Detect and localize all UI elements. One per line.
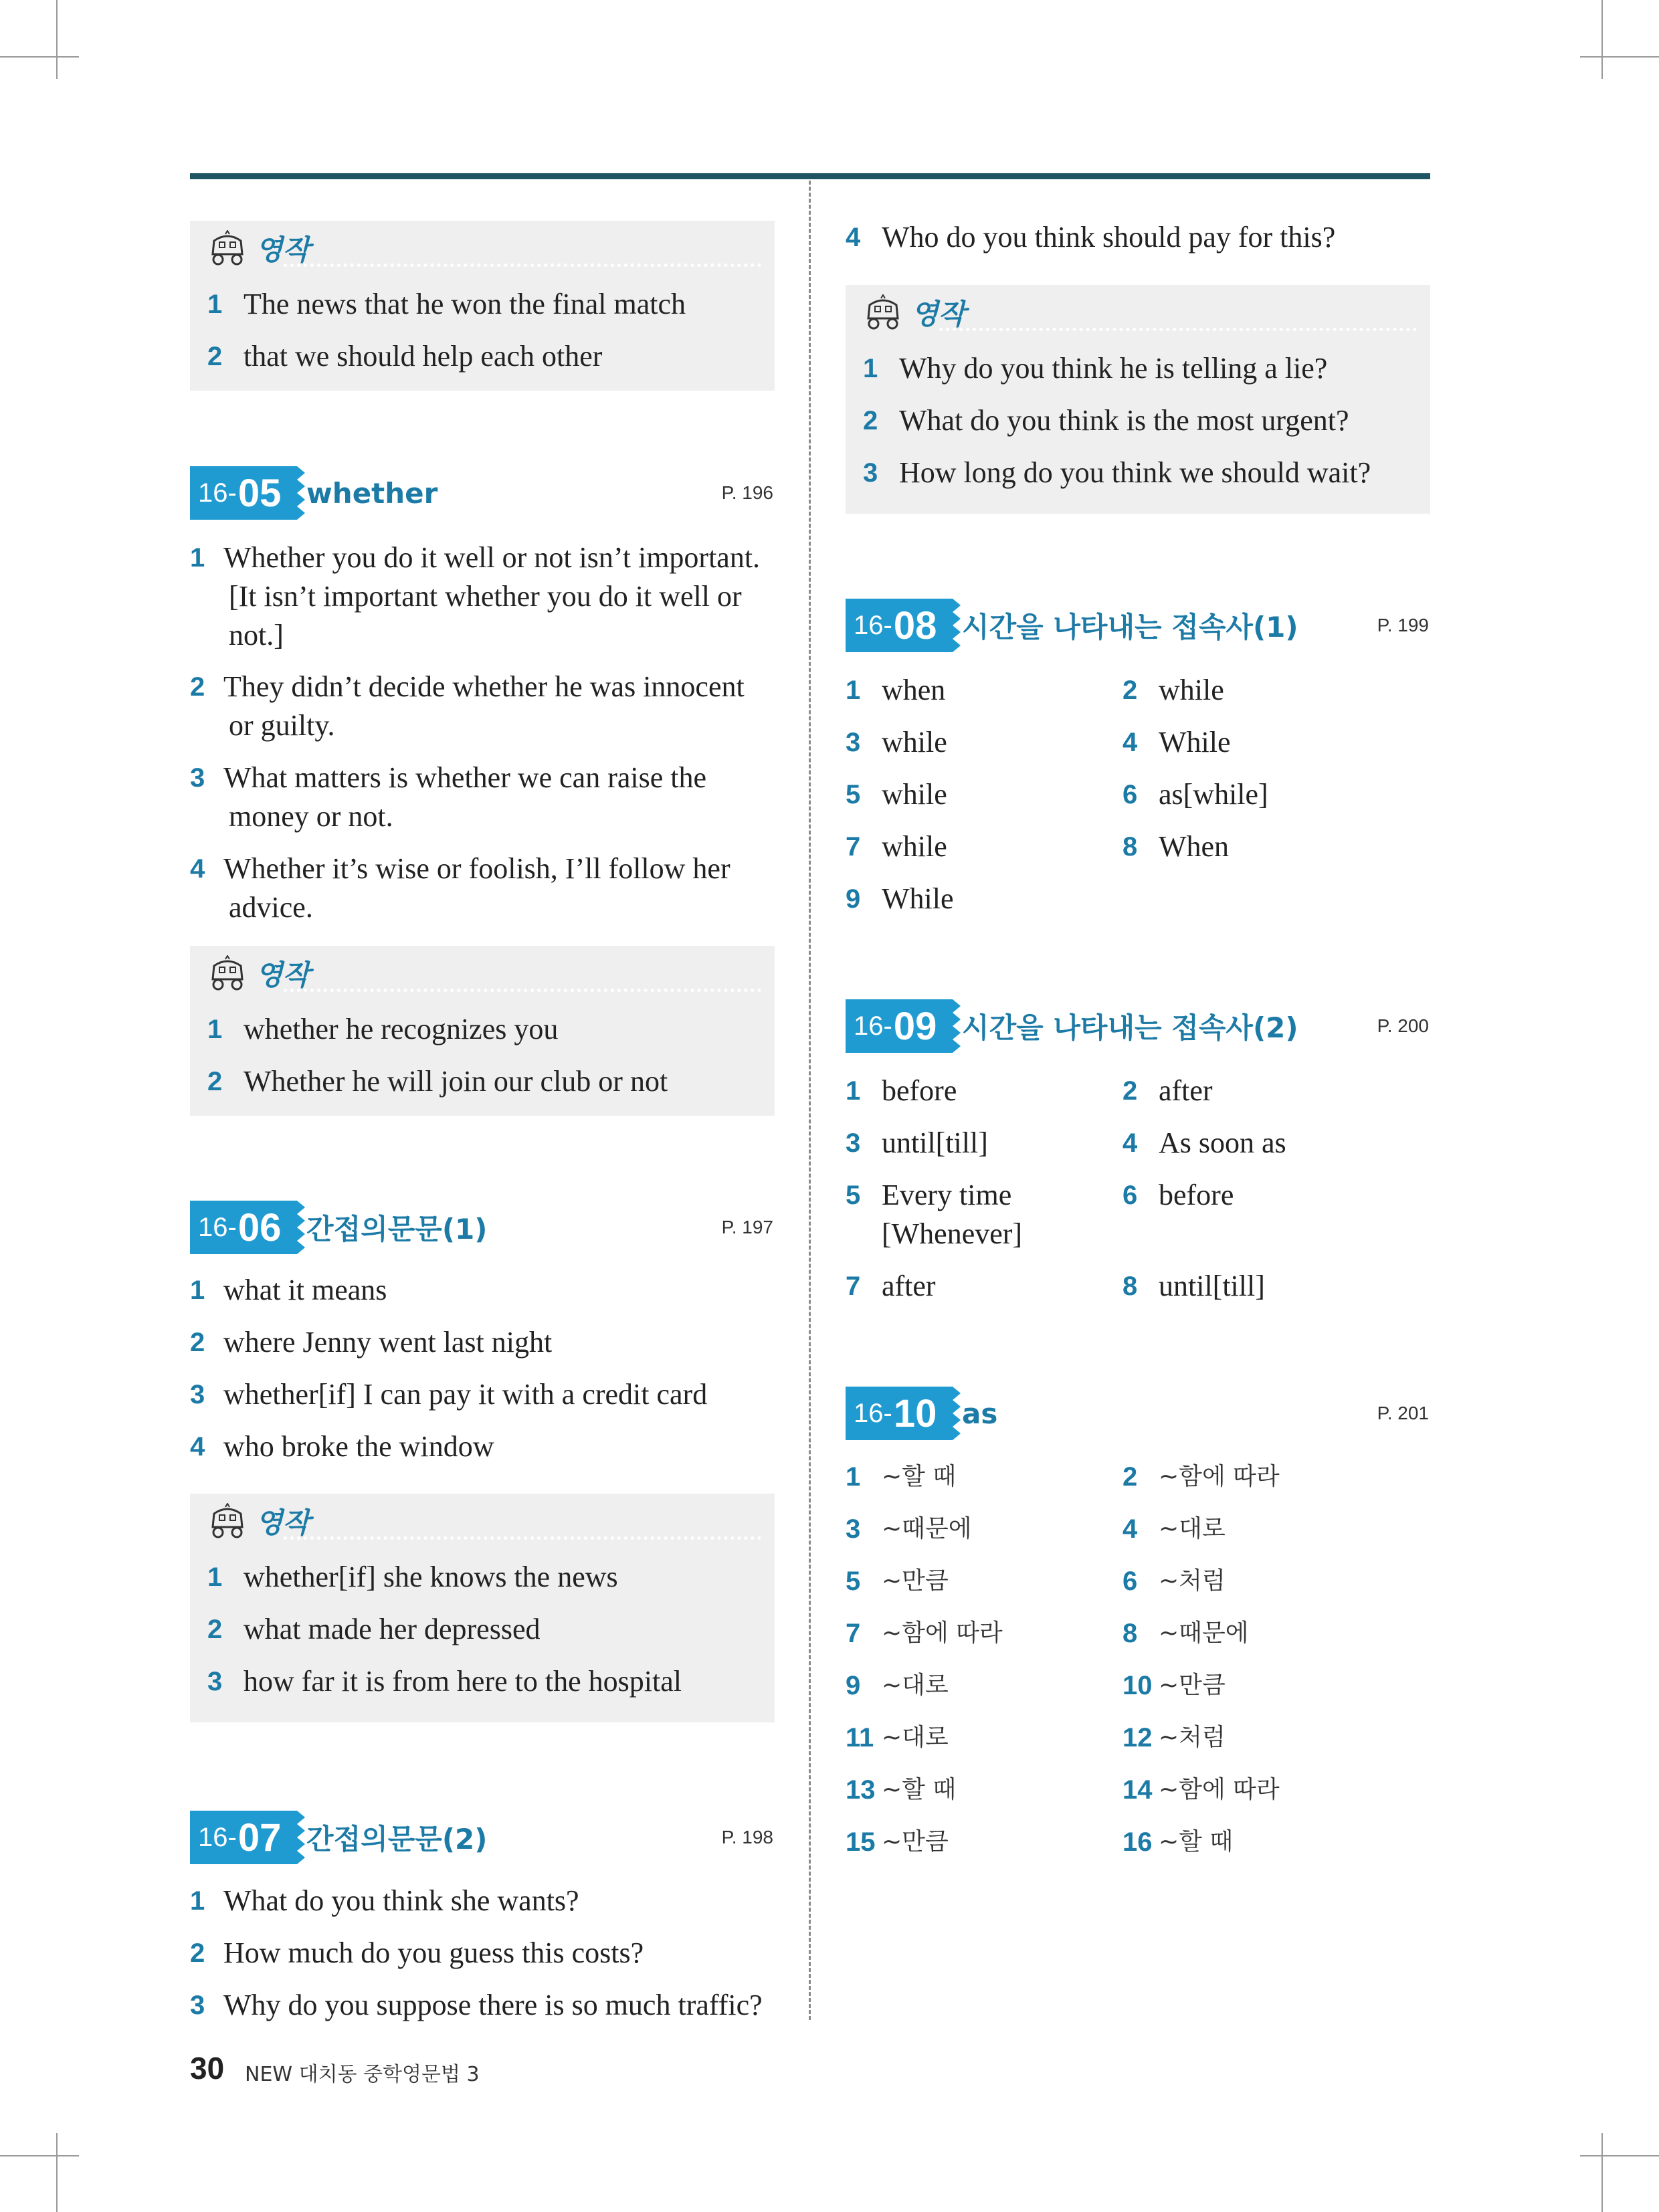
- page-ref: P. 201: [1377, 1403, 1429, 1423]
- section-title: as: [962, 1397, 998, 1430]
- list-item: 3 how far it is from here to the hospital: [207, 1665, 682, 1698]
- section-header: [190, 466, 775, 520]
- carriage-icon: [207, 1503, 248, 1539]
- list-item: 2 while: [1123, 674, 1224, 706]
- section-header: [846, 999, 1430, 1053]
- list-item: 1 whether he recognizes you: [207, 1013, 559, 1045]
- composition-box: [846, 285, 1430, 514]
- list-item: 9 ~대로: [846, 1671, 949, 1700]
- list-item: 7 ~함에 따라: [846, 1619, 1003, 1648]
- column-divider: [809, 181, 811, 2020]
- list-item: 8 until[till]: [1123, 1270, 1265, 1302]
- page-ref: P. 196: [721, 482, 773, 503]
- dotted-rule: [284, 264, 761, 267]
- list-item: 3 whether[if] I can pay it with a credit card: [190, 1378, 708, 1411]
- list-item: 4 Whether it’s wise or foolish, I’ll follow her advice.: [190, 852, 730, 924]
- list-item: 14 ~함에 따라: [1123, 1775, 1280, 1805]
- list-item: 6 before: [1123, 1179, 1234, 1211]
- list-item: 2 what made her depressed: [207, 1613, 541, 1645]
- tag-zigzag: [297, 466, 306, 520]
- book-title: NEW 대치동 중학영문법 3: [245, 2063, 480, 2086]
- section-tag: 16- 08: [846, 599, 953, 652]
- section-header: [190, 1811, 775, 1864]
- section-title: whether: [306, 476, 438, 510]
- carriage-icon: [207, 230, 248, 266]
- tag-zigzag: [953, 1387, 962, 1440]
- section-title: 시간을 나타내는 접속사(2): [962, 1011, 1298, 1044]
- list-item: 11 ~대로: [846, 1723, 949, 1752]
- list-item: 3 until[till]: [846, 1126, 988, 1159]
- list-item: 2 How much do you guess this costs?: [190, 1936, 644, 1969]
- page-ref: P. 197: [721, 1217, 773, 1237]
- list-item: 3 Why do you suppose there is so much traffic?: [190, 1989, 763, 2021]
- list-item: 6 as[while]: [1123, 778, 1268, 811]
- crop-mark: [1580, 56, 1659, 58]
- page-number: 30: [190, 2051, 225, 2086]
- crop-mark: [0, 56, 79, 58]
- list-item: 2 Whether he will join our club or not: [207, 1065, 668, 1098]
- composition-header: [863, 294, 965, 330]
- composition-header: [207, 1503, 310, 1539]
- crop-mark: [1580, 2155, 1659, 2156]
- dotted-rule: [939, 328, 1417, 331]
- section-tag: 16- 07: [190, 1811, 297, 1864]
- list-item: 4 ~대로: [1123, 1514, 1226, 1544]
- tag-zigzag: [297, 1201, 306, 1254]
- list-item: 5 ~만큼: [846, 1567, 949, 1596]
- composition-header: [207, 230, 310, 266]
- carriage-icon: [207, 955, 248, 991]
- list-item: 8 ~때문에: [1123, 1619, 1249, 1648]
- list-item: 2 ~함에 따라: [1123, 1462, 1280, 1492]
- section-title: 간접의문문(2): [306, 1823, 488, 1855]
- section-tag: 16- 10: [846, 1387, 953, 1440]
- tag-zigzag: [953, 999, 962, 1053]
- list-item: 2 that we should help each other: [207, 340, 603, 373]
- list-item: 2 What do you think is the most urgent?: [863, 404, 1349, 437]
- list-item: 15 ~만큼: [846, 1827, 949, 1857]
- list-item: 3 ~때문에: [846, 1514, 972, 1544]
- composition-box: [190, 1494, 775, 1722]
- list-item: 9 While: [846, 882, 954, 915]
- tag-zigzag: [953, 599, 962, 652]
- section-title: 시간을 나타내는 접속사(1): [962, 611, 1298, 643]
- list-item: 5 while: [846, 778, 947, 811]
- composition-header: [207, 955, 310, 991]
- list-item: 2 after: [1123, 1074, 1213, 1107]
- crop-mark: [56, 2133, 58, 2212]
- list-item: 3 while: [846, 726, 947, 759]
- list-item: 3 How long do you think we should wait?: [863, 456, 1371, 489]
- section-header: [846, 1387, 1430, 1440]
- list-item: 1 before: [846, 1074, 957, 1107]
- crop-mark: [0, 2155, 79, 2156]
- list-item: 5 Every time [Whenever]: [846, 1179, 1023, 1250]
- list-item: 1 whether[if] she knows the news: [207, 1561, 618, 1593]
- list-item: 6 ~처럼: [1123, 1567, 1226, 1596]
- list-item: 4 As soon as: [1123, 1126, 1286, 1159]
- crop-mark: [1601, 0, 1603, 79]
- list-item: 8 When: [1123, 830, 1230, 863]
- list-item: 3 What matters is whether we can raise the money or not.: [190, 761, 707, 833]
- list-item: 7 after: [846, 1270, 936, 1302]
- composition-box: [190, 946, 775, 1116]
- list-item: 7 while: [846, 830, 947, 863]
- list-item: 16 ~할 때: [1123, 1827, 1234, 1857]
- crop-mark: [1601, 2133, 1603, 2212]
- section-header: [190, 1201, 775, 1254]
- list-item: 1 what it means: [190, 1274, 387, 1306]
- composition-label: 영작: [911, 298, 966, 330]
- list-item: 1 ~할 때: [846, 1462, 957, 1492]
- list-item: 4 Who do you think should pay for this?: [846, 221, 1336, 254]
- list-item: 2 where Jenny went last night: [190, 1326, 553, 1359]
- list-item: 10 ~만큼: [1123, 1671, 1226, 1700]
- tag-zigzag: [297, 1811, 306, 1864]
- composition-label: 영작: [256, 1506, 310, 1539]
- top-rule: [190, 173, 1430, 179]
- page-ref: P. 198: [721, 1827, 773, 1847]
- list-item: 12 ~처럼: [1123, 1723, 1226, 1752]
- section-header: [846, 599, 1430, 652]
- list-item: 13 ~할 때: [846, 1775, 957, 1805]
- composition-box: [190, 221, 775, 391]
- page-ref: P. 199: [1377, 615, 1429, 635]
- list-item: 1 Why do you think he is telling a lie?: [863, 352, 1328, 385]
- list-item: 4 While: [1123, 726, 1231, 759]
- list-item: 1 The news that he won the final match: [207, 288, 686, 320]
- section-tag: 16- 05: [190, 466, 297, 520]
- list-item: 4 who broke the window: [190, 1430, 494, 1463]
- list-item: 1 when: [846, 674, 946, 706]
- list-item: 1 What do you think she wants?: [190, 1884, 579, 1917]
- section-title: 간접의문문(1): [306, 1213, 488, 1245]
- composition-label: 영작: [256, 233, 310, 266]
- dotted-rule: [284, 989, 761, 992]
- section-tag: 16- 09: [846, 999, 953, 1053]
- list-item: 2 They didn’t decide whether he was innocent or guilty.: [190, 670, 745, 742]
- dotted-rule: [284, 1536, 761, 1540]
- carriage-icon: [863, 294, 903, 330]
- list-item: 1 Whether you do it well or not isn’t important. [It isn’t important whether you do it well or not.]: [190, 541, 761, 651]
- crop-mark: [56, 0, 58, 79]
- composition-label: 영작: [256, 959, 310, 991]
- section-tag: 16- 06: [190, 1201, 297, 1254]
- page-ref: P. 200: [1377, 1015, 1429, 1036]
